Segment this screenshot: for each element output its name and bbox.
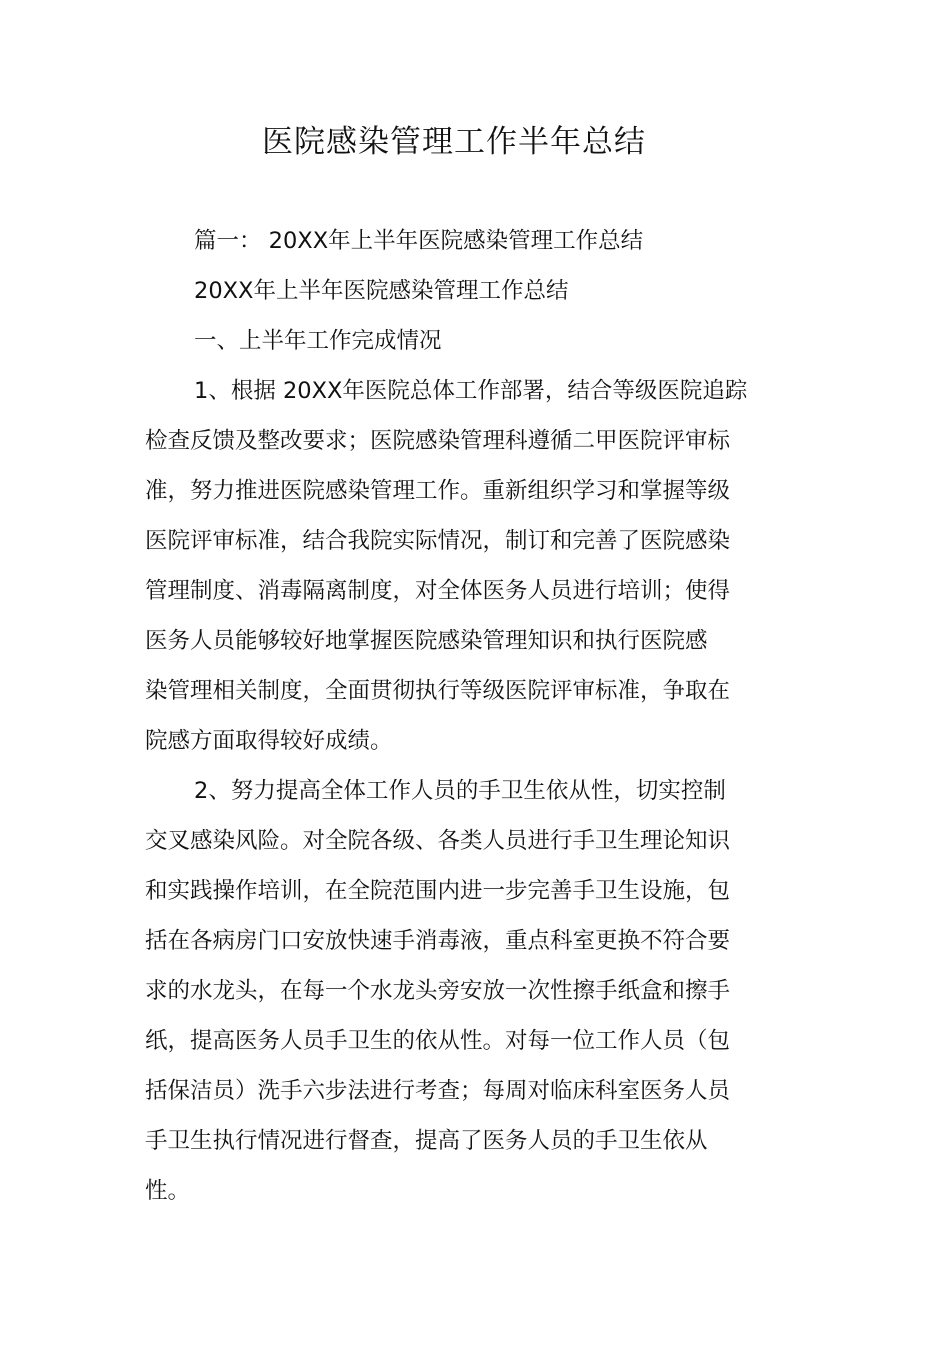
paragraph-line: 管理制度、消毒隔离制度，对全体医务人员进行培训；使得 bbox=[145, 578, 731, 604]
paragraph-line: 手卫生执行情况进行督查，提高了医务人员的手卫生依从 bbox=[145, 1128, 708, 1154]
paragraph-line: 括保洁员）洗手六步法进行考查；每周对临床科室医务人员 bbox=[145, 1078, 731, 1104]
paragraph-line: 求的水龙头，在每一个水龙头旁安放一次性擦手纸盒和擦手 bbox=[145, 978, 731, 1004]
section-heading: 一、上半年工作完成情况 bbox=[194, 328, 442, 354]
paragraph-line: 1、根据 20XX年医院总体工作部署，结合等级医院追踪 bbox=[194, 378, 748, 404]
paragraph-line: 2、努力提高全体工作人员的手卫生依从性，切实控制 bbox=[194, 778, 726, 804]
paragraph-line: 医务人员能够较好地掌握医院感染管理知识和执行医院感 bbox=[145, 628, 708, 654]
paragraph-line: 院感方面取得较好成绩。 bbox=[145, 728, 393, 754]
article-subheading: 20XX年上半年医院感染管理工作总结 bbox=[194, 278, 569, 304]
paragraph-line: 交叉感染风险。对全院各级、各类人员进行手卫生理论知识 bbox=[145, 828, 731, 854]
article-heading: 篇一： 20XX年上半年医院感染管理工作总结 bbox=[194, 228, 644, 254]
paragraph-line: 准，努力推进医院感染管理工作。重新组织学习和掌握等级 bbox=[145, 478, 731, 504]
paragraph-line: 括在各病房门口安放快速手消毒液，重点科室更换不符合要 bbox=[145, 928, 731, 954]
paragraph-line: 纸，提高医务人员手卫生的依从性。对每一位工作人员（包 bbox=[145, 1028, 731, 1054]
paragraph-line: 检查反馈及整改要求；医院感染管理科遵循二甲医院评审标 bbox=[145, 428, 731, 454]
paragraph-line: 和实践操作培训，在全院范围内进一步完善手卫生设施，包 bbox=[145, 878, 731, 904]
paragraph-line: 性。 bbox=[145, 1178, 191, 1204]
paragraph-line: 染管理相关制度，全面贯彻执行等级医院评审标准，争取在 bbox=[145, 678, 731, 704]
paragraph-line: 医院评审标准，结合我院实际情况，制订和完善了医院感染 bbox=[145, 528, 731, 554]
document-title: 医院感染管理工作半年总结 bbox=[262, 124, 646, 160]
